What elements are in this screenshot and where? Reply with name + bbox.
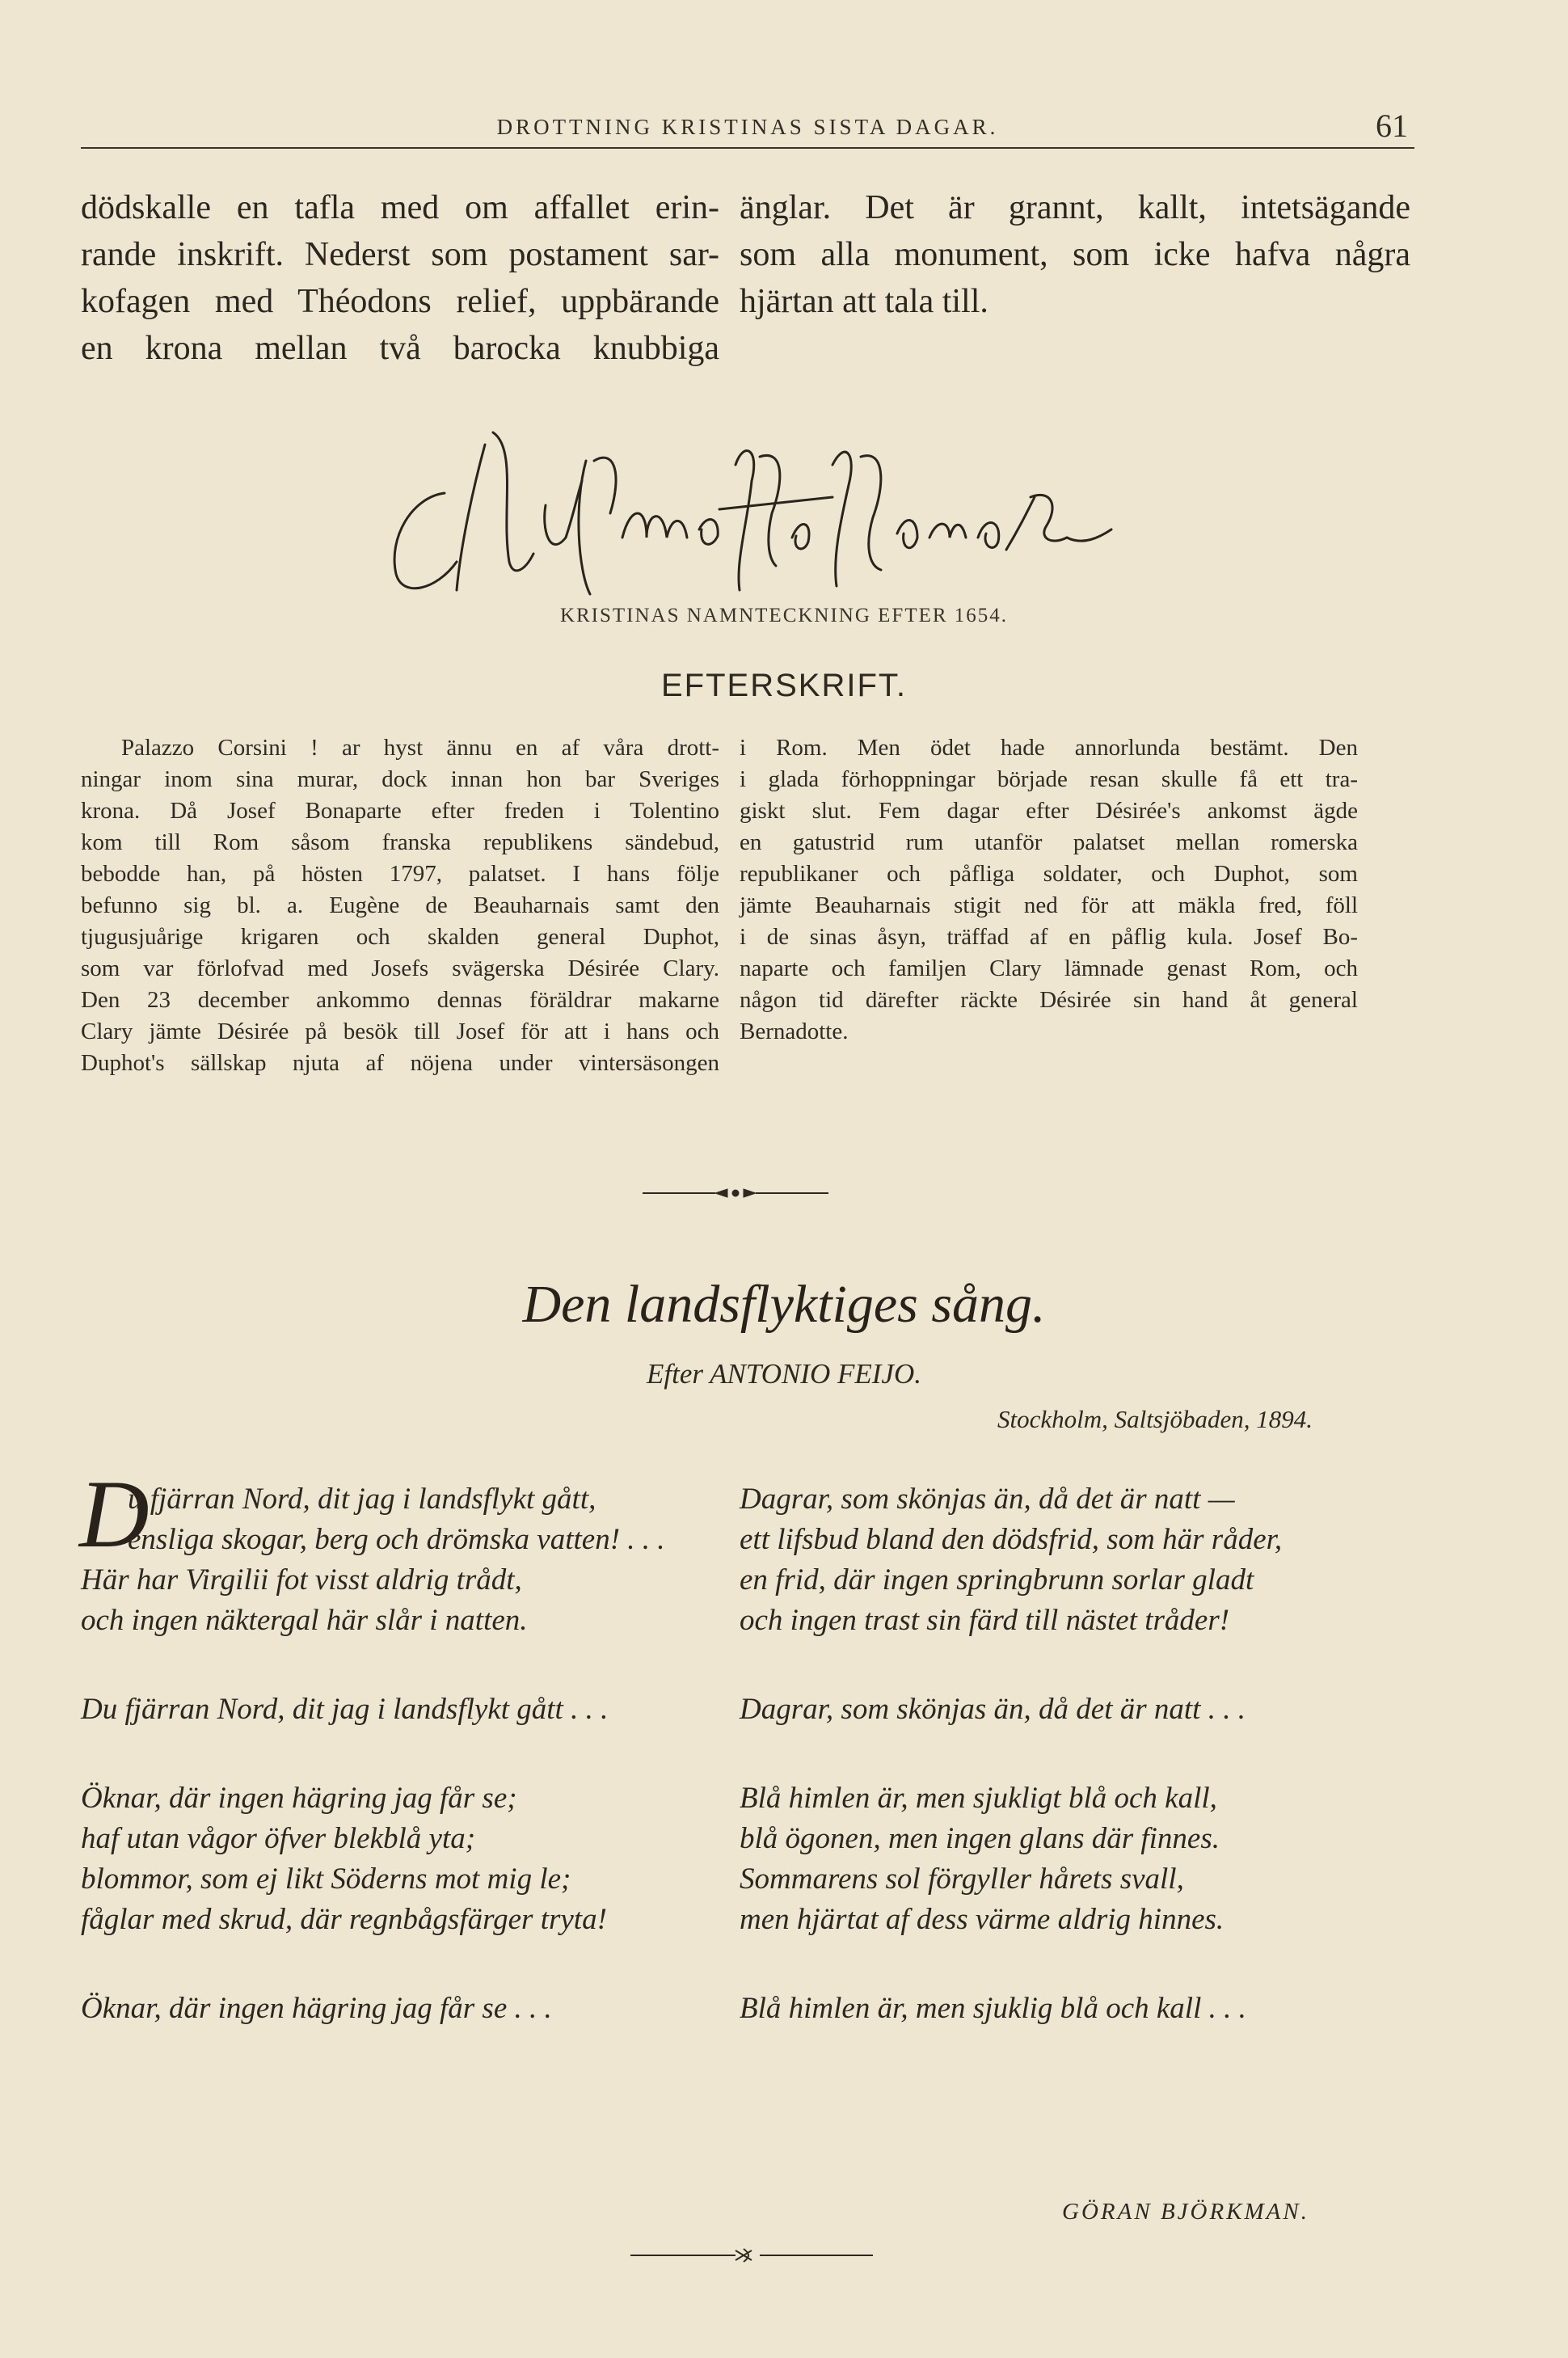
verse-line: Här har Virgilii fot visst aldrig trådt,: [81, 1563, 522, 1597]
text-line: hjärtan att tala till.: [740, 283, 988, 320]
verse-line: en frid, där ingen springbrunn sorlar gladt: [740, 1563, 1254, 1597]
verse-line: och ingen trast sin färd till nästet tråder!: [740, 1604, 1230, 1637]
text-line: en krona mellan två barocka knubbiga: [81, 330, 719, 367]
stanza: [81, 1989, 744, 2029]
verse-line: Dagrar, som skönjas än, då det är natt —: [740, 1483, 1235, 1516]
efterskrift-left-column: [81, 732, 719, 1079]
text-line: som alla monument, som icke hafva några: [740, 236, 1410, 273]
text-line: Den 23 december ankommo dennas föräldrar makarne: [81, 987, 719, 1013]
stanza: [740, 1689, 1402, 1730]
verse-line: ensliga skogar, berg och drömska vatten! . . .: [128, 1523, 665, 1556]
stanza: [81, 1479, 744, 1641]
verse-line: blommor, som ej likt Söderns mot mig le;: [81, 1862, 571, 1896]
text-line: bebodde han, på hösten 1797, palatset. I hans följe: [81, 861, 719, 887]
text-line: som var förlofvad med Josefs svägerska Désirée Clary.: [81, 955, 719, 981]
text-line: änglar. Det är grannt, kallt, intetsägande: [740, 189, 1410, 226]
text-line: rande inskrift. Nederst som postament sar-: [81, 236, 719, 273]
poem-left-column: [81, 1479, 744, 2077]
verse-line: och ingen näktergal här slår i natten.: [81, 1604, 528, 1637]
text-line: Clary jämte Désirée på besök till Josef för att i hans och: [81, 1019, 719, 1044]
text-line: Duphot's sällskap njuta af nöjena under vintersäsongen: [81, 1050, 719, 1076]
verse-line: blå ögonen, men ingen glans där finnes.: [740, 1822, 1220, 1855]
text-line: Palazzo Corsini ! ar hyst ännu en af våra drott-: [121, 735, 719, 761]
page-number: 61: [1376, 108, 1408, 144]
text-line: jämte Beauharnais stigit ned för att mäkla fred, föll: [740, 892, 1358, 918]
verse-line: haf utan vågor öfver blekblå yta;: [81, 1822, 476, 1855]
text-line: i Rom. Men ödet hade annorlunda bestämt. Den: [740, 735, 1358, 761]
intro-right-column: [740, 184, 1410, 325]
end-ornament: [630, 2246, 873, 2265]
verse-line: Dagrar, som skönjas än, då det är natt . . .: [740, 1693, 1246, 1726]
text-line: giskt slut. Fem dagar efter Désirée's ankomst ägde: [740, 798, 1358, 824]
page-header: [81, 108, 1414, 149]
stanza: [81, 1689, 744, 1730]
text-line: Bernadotte.: [740, 1019, 849, 1044]
text-line: krona. Då Josef Bonaparte efter freden i Tolentino: [81, 798, 719, 824]
poem-right-column: [740, 1479, 1402, 2077]
stanza: [740, 1989, 1402, 2029]
text-line: någon tid därefter räckte Désirée sin hand åt general: [740, 987, 1358, 1013]
text-line: i glada förhoppningar började resan skulle få ett tra-: [740, 766, 1358, 792]
text-line: kom till Rom såsom franska republikens sändebud,: [81, 829, 719, 855]
verse-line: fåglar med skrud, där regnbågsfärger tryta!: [81, 1903, 607, 1936]
verse-line: Öknar, där ingen hägring jag får se;: [81, 1782, 517, 1815]
stanza: [81, 1778, 744, 1940]
text-line: dödskalle en tafla med om affallet erin-: [81, 189, 719, 226]
text-line: i de sinas åsyn, träffad af en påflig kula. Josef Bo-: [740, 924, 1358, 950]
text-line: en gatustrid rum utanför palatset mellan romerska: [740, 829, 1358, 855]
efterskrift-right-column: [740, 732, 1358, 1048]
text-line: tjugusjuårige krigaren och skalden general Duphot,: [81, 924, 719, 950]
text-line: kofagen med Théodons relief, uppbärande: [81, 283, 719, 320]
text-line: ningar inom sina murar, dock innan hon bar Sveriges: [81, 766, 719, 792]
signature-image: [380, 416, 1188, 602]
verse-line: Du fjärran Nord, dit jag i landsflykt gått . . .: [81, 1693, 609, 1726]
running-title: DROTTNING KRISTINAS SISTA DAGAR.: [496, 115, 999, 139]
poem-title: Den landsflyktiges sång.: [522, 1275, 1046, 1334]
intro-left-column: [81, 184, 719, 372]
verse-line: ett lifsbud bland den dödsfrid, som här råder,: [740, 1523, 1283, 1556]
verse-line: Blå himlen är, men sjukligt blå och kall,: [740, 1782, 1217, 1815]
signature-caption: KRISTINAS NAMNTECKNING EFTER 1654.: [559, 605, 1009, 626]
verse-line: Sommarens sol förgyller hårets svall,: [740, 1862, 1184, 1896]
text-line: naparte och familjen Clary lämnade genast Rom, och: [740, 955, 1358, 981]
signature-drawing: [380, 416, 1188, 602]
verse-line: Blå himlen är, men sjuklig blå och kall . . .: [740, 1992, 1246, 2025]
poem-author: GÖRAN BJÖRKMAN.: [1062, 2199, 1309, 2225]
text-line: befunno sig bl. a. Eugène de Beauharnais samt den: [81, 892, 719, 918]
verse-line: men hjärtat af dess värme aldrig hinnes.: [740, 1903, 1224, 1936]
poem-attribution: Efter ANTONIO FEIJO.: [647, 1358, 921, 1390]
poem-place-date: Stockholm, Saltsjöbaden, 1894.: [997, 1405, 1313, 1433]
verse-line: Öknar, där ingen hägring jag får se . . .: [81, 1992, 552, 2025]
section-title: EFTERSKRIFT.: [660, 668, 908, 703]
stanza: [740, 1778, 1402, 1940]
drop-cap: D: [79, 1460, 150, 1567]
divider-ornament: [643, 1184, 828, 1202]
stanza: [740, 1479, 1402, 1641]
verse-line: u fjärran Nord, dit jag i landsflykt gått,: [128, 1483, 596, 1516]
text-line: republikaner och påfliga soldater, och Duphot, som: [740, 861, 1358, 887]
